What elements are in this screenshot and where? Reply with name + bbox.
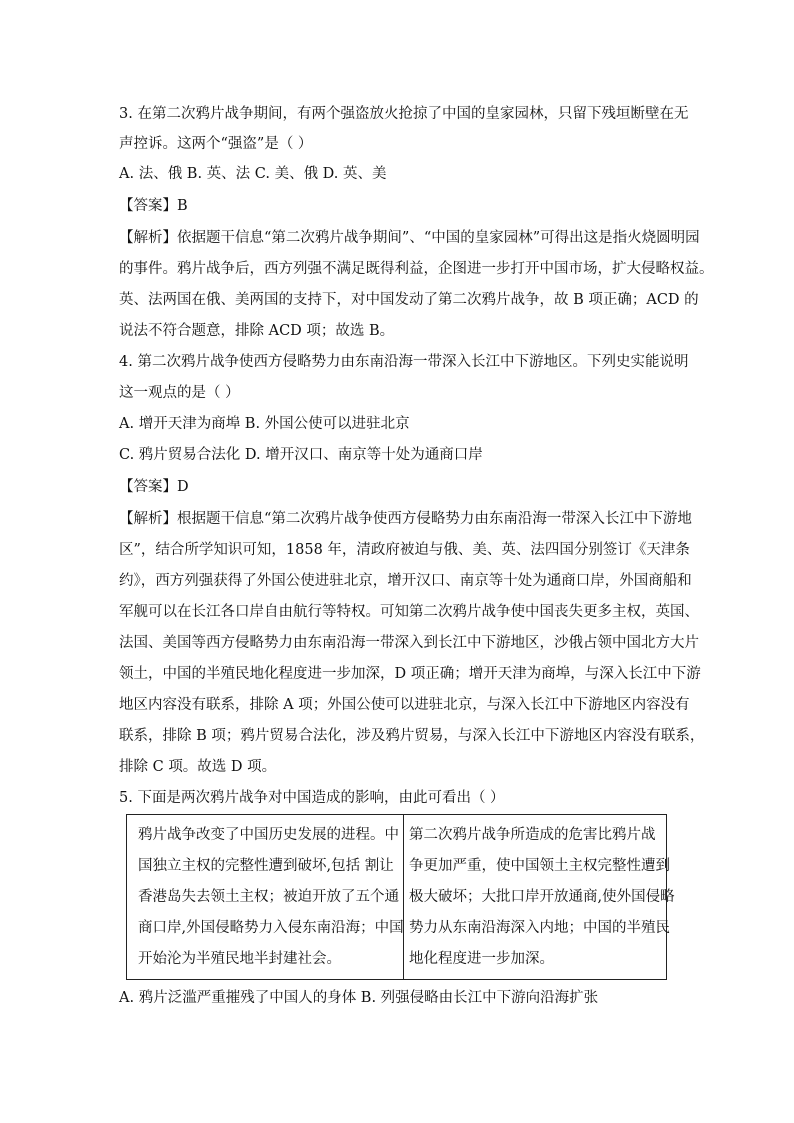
q4-stem-line-1: 4. 第二次鸦片战争使西方侵略势力由东南沿海一带深入长江中下游地区。下列史实能说明: [119, 354, 689, 370]
q3-analysis-line-1: 【解析】依据题干信息“第二次鸦片战争期间”、“中国的皇家园林”可得出这是指火烧圆明园: [119, 230, 700, 246]
table-left-line-1: 鸦片战争改变了中国历史发展的进程。中: [138, 827, 399, 843]
q4-options-line-1: A. 增开天津为商埠 B. 外国公使可以进驻北京: [119, 416, 410, 432]
q3-stem-line-1: 3. 在第二次鸦片战争期间，有两个强盗放火抢掠了中国的皇家园林，只留下残垣断壁在无: [119, 106, 689, 122]
q5-stem: 5. 下面是两次鸦片战争对中国造成的影响，由此可看出（ ）: [119, 790, 505, 806]
q4-analysis-line-4: 军舰可以在长江各口岸自由航行等特权。可知第二次鸦片战争使中国丧失更多主权，英国、: [119, 604, 699, 620]
table-right-line-3: 极大破坏；大批口岸开放通商,使外国侵略: [409, 889, 675, 905]
table-column-divider: [403, 815, 404, 979]
table-left-line-4: 商口岸,外国侵略势力入侵东南沿海；中国: [138, 920, 404, 936]
table-right-line-5: 地化程度进一步加深。: [409, 951, 554, 967]
table-left-line-2: 国独立主权的完整性遭到破坏,包括 割让: [138, 858, 394, 874]
table-left-line-3: 香港岛失去领土主权；被迫开放了五个通: [138, 889, 399, 905]
q4-analysis-line-3: 约》，西方列强获得了外国公使进驻北京，增开汉口、南京等十处为通商口岸，外国商船和: [119, 573, 692, 589]
q3-options: A. 法、俄 B. 英、法 C. 美、俄 D. 英、美: [119, 166, 387, 182]
table-right-line-2: 争更加严重，使中国领土主权完整性遭到: [409, 858, 670, 874]
q4-analysis-line-6: 领土，中国的半殖民地化程度进一步加深，D 项正确；增开天津为商埠，与深入长江中下游: [119, 666, 701, 682]
q4-options-line-2: C. 鸦片贸易合法化 D. 增开汉口、南京等十处为通商口岸: [119, 447, 483, 463]
q4-analysis-line-5: 法国、美国等西方侵略势力由东南沿海一带深入到长江中下游地区，沙俄占领中国北方大片: [119, 635, 699, 651]
q3-analysis-line-2: 的事件。鸦片战争后，西方列强不满足既得利益，企图进一步打开中国市场，扩大侵略权益。: [119, 261, 714, 277]
table-right-line-4: 势力从东南沿海深入内地；中国的半殖民: [409, 920, 670, 936]
q4-analysis-line-2: 区”，结合所学知识可知，1858 年，清政府被迫与俄、美、英、法四国分别签订《天津条: [119, 542, 690, 558]
q4-stem-line-2: 这一观点的是（ ）: [119, 385, 240, 401]
table-left-line-5: 开始沦为半殖民地半封建社会。: [138, 951, 341, 967]
q3-answer: 【答案】B: [119, 198, 188, 214]
q3-analysis-line-3: 英、法两国在俄、美两国的支持下，对中国发动了第二次鸦片战争，故 B 项正确；ACD 的: [119, 292, 699, 308]
table-right-line-1: 第二次鸦片战争所造成的危害比鸦片战: [409, 827, 656, 843]
q4-answer: 【答案】D: [119, 479, 189, 495]
q3-stem-line-2: 声控诉。这两个“强盗”是（ ）: [119, 136, 313, 152]
q5-options-line-1: A. 鸦片泛滥严重摧残了中国人的身体 B. 列强侵略由长江中下游向沿海扩张: [119, 990, 599, 1006]
q3-analysis-line-4: 说法不符合题意，排除 ACD 项；故选 B。: [119, 323, 395, 339]
q5-comparison-table: [126, 814, 675, 980]
q4-analysis-line-1: 【解析】根据题干信息“第二次鸦片战争使西方侵略势力由东南沿海一带深入长江中下游地: [119, 511, 692, 527]
q4-analysis-line-8: 联系，排除 B 项；鸦片贸易合法化，涉及鸦片贸易，与深入长江中下游地区内容没有联系，: [119, 728, 705, 744]
q4-analysis-line-7: 地区内容没有联系，排除 A 项；外国公使可以进驻北京，与深入长江中下游地区内容没有: [119, 697, 690, 713]
q4-analysis-line-9: 排除 C 项。故选 D 项。: [119, 759, 277, 775]
